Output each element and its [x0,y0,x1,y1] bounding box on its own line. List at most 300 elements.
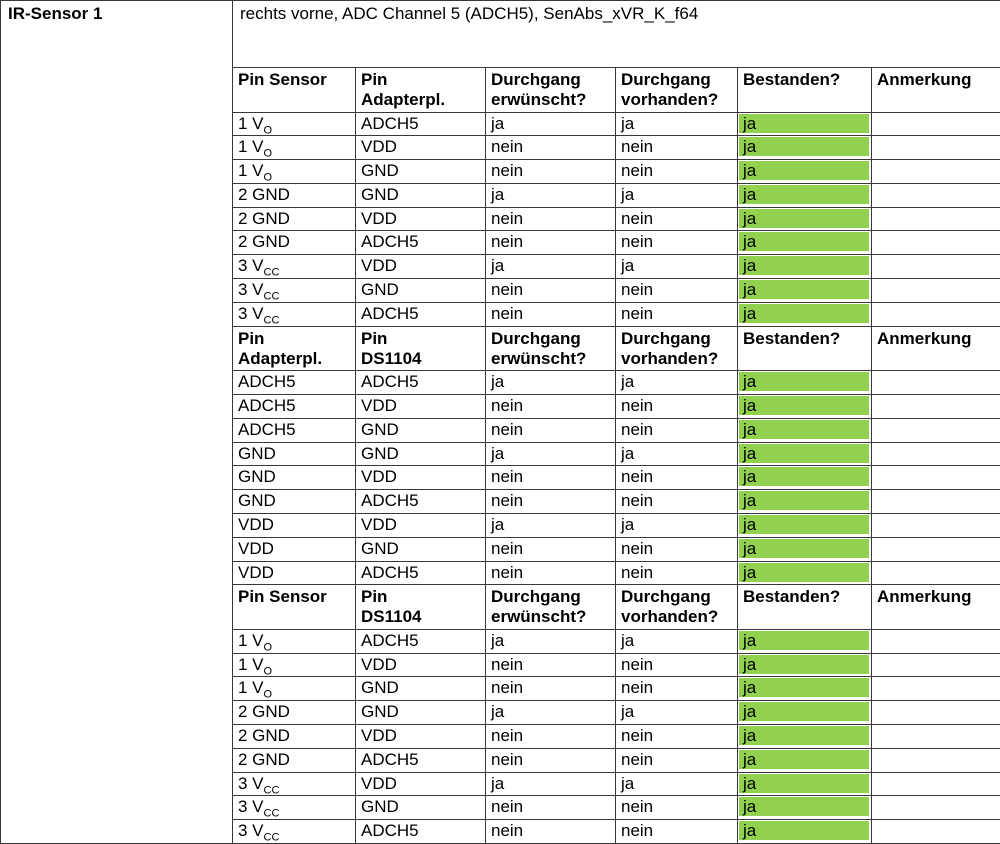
durchgang-vorhanden-cell[interactable]: nein [616,653,738,677]
pin-label: 3 V [238,256,264,275]
pin-label: 2 GND [238,750,290,769]
pass-highlight [739,631,869,650]
durchgang-erwuenscht-cell[interactable]: ja [486,629,616,653]
bestanden-cell[interactable] [738,371,872,395]
pin-left-cell[interactable] [233,442,356,466]
anmerkung-cell[interactable] [872,513,1000,537]
durchgang-erwuenscht-cell[interactable]: nein [486,394,616,418]
column-header-bestanden[interactable] [738,68,872,113]
pin-left-cell[interactable] [233,279,356,303]
pin-left-cell[interactable] [233,701,356,725]
durchgang-erwuenscht-cell[interactable]: nein [486,207,616,231]
pass-value: ja [743,539,756,558]
column-header-anmerkung[interactable] [872,326,1000,371]
durchgang-erwuenscht-cell[interactable]: ja [486,371,616,395]
durchgang-erwuenscht-cell[interactable]: nein [486,466,616,490]
pin-right-cell[interactable]: GND [356,701,486,725]
anmerkung-cell[interactable] [872,112,1000,136]
pin-right-cell[interactable]: ADCH5 [356,302,486,326]
pin-left-cell[interactable] [233,255,356,279]
durchgang-erwuenscht-cell[interactable]: ja [486,255,616,279]
column-header-durchgang-erwuenscht[interactable] [486,326,616,371]
anmerkung-cell[interactable] [872,653,1000,677]
durchgang-erwuenscht-cell[interactable]: nein [486,418,616,442]
durchgang-vorhanden-cell[interactable]: nein [616,160,738,184]
pass-value: ja [743,678,756,697]
pass-highlight [739,280,869,299]
bestanden-cell[interactable] [738,772,872,796]
column-header-anmerkung[interactable] [872,68,1000,113]
pin-label: GND [238,467,276,486]
bestanden-cell[interactable] [738,207,872,231]
pin-label: VDD [238,515,274,534]
column-header-line: Adapterpl. [361,90,483,110]
bestanden-cell[interactable] [738,279,872,303]
anmerkung-cell[interactable] [872,820,1000,844]
anmerkung-cell[interactable] [872,418,1000,442]
pass-highlight [739,726,869,745]
durchgang-erwuenscht-cell[interactable]: nein [486,677,616,701]
pin-label-subscript: O [264,641,273,653]
durchgang-vorhanden-cell[interactable]: ja [616,112,738,136]
anmerkung-cell[interactable] [872,490,1000,514]
pin-label: 1 V [238,678,264,697]
pass-highlight [739,304,869,323]
sensor-description: rechts vorne, ADC Channel 5 (ADCH5), SenAbs_xVR_K_f64 [240,4,698,23]
durchgang-erwuenscht-cell[interactable]: nein [486,136,616,160]
column-header-line: DS1104 [361,607,483,627]
pin-right-cell[interactable]: ADCH5 [356,561,486,585]
durchgang-erwuenscht-cell[interactable]: ja [486,442,616,466]
pin-right-cell[interactable]: VDD [356,513,486,537]
bestanden-cell[interactable] [738,561,872,585]
durchgang-vorhanden-cell[interactable]: nein [616,418,738,442]
pin-right-cell[interactable]: GND [356,677,486,701]
durchgang-erwuenscht-cell[interactable]: ja [486,772,616,796]
pin-label: 3 V [238,797,264,816]
column-header-line: erwünscht? [491,607,613,627]
pin-right-cell[interactable]: GND [356,537,486,561]
pass-highlight [739,563,869,582]
pin-right-cell[interactable]: ADCH5 [356,112,486,136]
pin-label-subscript: CC [264,808,280,820]
durchgang-vorhanden-cell[interactable]: nein [616,302,738,326]
pin-label-subscript: CC [264,784,280,796]
bestanden-cell[interactable] [738,701,872,725]
durchgang-vorhanden-cell[interactable]: nein [616,796,738,820]
pass-value: ja [743,491,756,510]
pass-highlight [739,185,869,204]
column-header-pin-right[interactable] [356,326,486,371]
pin-right-cell[interactable]: ADCH5 [356,490,486,514]
bestanden-cell[interactable] [738,255,872,279]
pin-label-subscript: O [264,124,273,136]
pin-label: 1 V [238,161,264,180]
bestanden-cell[interactable] [738,394,872,418]
pin-right-cell[interactable]: GND [356,160,486,184]
durchgang-erwuenscht-cell[interactable]: ja [486,513,616,537]
pin-right-cell[interactable]: VDD [356,725,486,749]
pass-highlight [739,678,869,697]
pass-highlight [739,655,869,674]
pin-left-cell[interactable] [233,302,356,326]
pass-highlight [739,396,869,415]
pass-value: ja [743,185,756,204]
pass-value: ja [743,280,756,299]
durchgang-vorhanden-cell[interactable]: nein [616,394,738,418]
durchgang-vorhanden-cell[interactable]: nein [616,820,738,844]
pin-left-cell[interactable] [233,112,356,136]
pin-right-cell[interactable]: VDD [356,394,486,418]
pin-left-cell[interactable] [233,796,356,820]
pin-left-cell[interactable] [233,772,356,796]
durchgang-erwuenscht-cell[interactable]: nein [486,490,616,514]
durchgang-vorhanden-cell[interactable]: nein [616,207,738,231]
pin-label-subscript: O [264,689,273,701]
durchgang-erwuenscht-cell[interactable]: nein [486,820,616,844]
pass-value: ja [743,444,756,463]
pass-highlight [739,491,869,510]
pass-value: ja [743,209,756,228]
durchgang-vorhanden-cell[interactable]: nein [616,537,738,561]
column-header-line: Durchgang [491,70,613,90]
column-header-durchgang-erwuenscht[interactable] [486,585,616,630]
pin-label: ADCH5 [238,372,296,391]
column-header-line: Pin [361,70,483,90]
bestanden-cell[interactable] [738,231,872,255]
bestanden-cell[interactable] [738,302,872,326]
durchgang-vorhanden-cell[interactable]: ja [616,255,738,279]
pass-value: ja [743,797,756,816]
pin-right-cell[interactable]: VDD [356,136,486,160]
pin-label-subscript: CC [264,290,280,302]
column-header-durchgang-erwuenscht[interactable] [486,68,616,113]
pin-right-cell[interactable]: VDD [356,207,486,231]
durchgang-vorhanden-cell[interactable]: nein [616,748,738,772]
pass-value: ja [743,161,756,180]
column-header-line: vorhanden? [621,90,735,110]
pin-label: 3 V [238,774,264,793]
durchgang-erwuenscht-cell[interactable]: nein [486,796,616,820]
column-header-pin-right[interactable] [356,68,486,113]
anmerkung-cell[interactable] [872,183,1000,207]
durchgang-erwuenscht-cell[interactable]: ja [486,701,616,725]
anmerkung-cell[interactable] [872,561,1000,585]
pin-left-cell[interactable] [233,466,356,490]
pin-label: GND [238,491,276,510]
column-header-line: Pin [361,587,483,607]
pin-left-cell[interactable] [233,490,356,514]
anmerkung-cell[interactable] [872,772,1000,796]
bestanden-cell[interactable] [738,112,872,136]
column-header-line: Pin [361,329,483,349]
durchgang-vorhanden-cell[interactable]: nein [616,279,738,303]
pass-highlight [739,539,869,558]
bestanden-cell[interactable] [738,653,872,677]
anmerkung-cell[interactable] [872,207,1000,231]
pin-label-subscript: O [264,665,273,677]
pass-highlight [739,467,869,486]
anmerkung-cell[interactable] [872,394,1000,418]
anmerkung-cell[interactable] [872,748,1000,772]
durchgang-erwuenscht-cell[interactable]: nein [486,231,616,255]
durchgang-erwuenscht-cell[interactable]: ja [486,183,616,207]
pass-highlight [739,161,869,180]
pass-value: ja [743,515,756,534]
durchgang-vorhanden-cell[interactable]: ja [616,513,738,537]
pin-label: 1 V [238,655,264,674]
pin-left-cell[interactable] [233,725,356,749]
pin-left-cell[interactable] [233,561,356,585]
column-header-bestanden[interactable] [738,585,872,630]
bestanden-cell[interactable] [738,513,872,537]
pin-label: 2 GND [238,726,290,745]
pin-left-cell[interactable] [233,231,356,255]
durchgang-erwuenscht-cell[interactable]: nein [486,561,616,585]
pin-label: 1 V [238,631,264,650]
bestanden-cell[interactable] [738,160,872,184]
sensor-label-cell[interactable] [1,1,233,844]
pin-label: 2 GND [238,702,290,721]
pin-left-cell[interactable] [233,207,356,231]
column-header-line: vorhanden? [621,607,735,627]
durchgang-vorhanden-cell[interactable]: nein [616,725,738,749]
pin-label: ADCH5 [238,396,296,415]
pass-value: ja [743,750,756,769]
pin-label: ADCH5 [238,420,296,439]
pin-left-cell[interactable] [233,394,356,418]
pass-value: ja [743,726,756,745]
column-header-line: Adapterpl. [238,349,353,369]
column-header-line: Bestanden? [743,587,869,607]
bestanden-cell[interactable] [738,442,872,466]
pass-value: ja [743,702,756,721]
sensor-description-cell[interactable] [233,1,1000,68]
durchgang-erwuenscht-cell[interactable]: nein [486,725,616,749]
column-header-pin-left[interactable] [233,326,356,371]
anmerkung-cell[interactable] [872,701,1000,725]
durchgang-erwuenscht-cell[interactable]: nein [486,748,616,772]
pin-label: 2 GND [238,232,290,251]
pin-left-cell[interactable] [233,537,356,561]
column-header-durchgang-vorhanden[interactable] [616,585,738,630]
anmerkung-cell[interactable] [872,677,1000,701]
pass-highlight [739,420,869,439]
pin-left-cell[interactable] [233,629,356,653]
pin-right-cell[interactable]: VDD [356,772,486,796]
column-header-line: Pin Sensor [238,70,353,90]
column-header-line: Pin [238,329,353,349]
pin-left-cell[interactable] [233,513,356,537]
pass-highlight [739,515,869,534]
pass-highlight [739,750,869,769]
pin-label: 3 V [238,280,264,299]
durchgang-vorhanden-cell[interactable]: ja [616,442,738,466]
pin-label: 3 V [238,304,264,323]
pin-label: 2 GND [238,185,290,204]
column-header-line: Durchgang [621,587,735,607]
durchgang-vorhanden-cell[interactable]: ja [616,772,738,796]
pin-left-cell[interactable] [233,677,356,701]
column-header-durchgang-vorhanden[interactable] [616,68,738,113]
pass-value: ja [743,467,756,486]
pin-right-cell[interactable]: GND [356,418,486,442]
anmerkung-cell[interactable] [872,537,1000,561]
bestanden-cell[interactable] [738,183,872,207]
column-header-pin-right[interactable] [356,585,486,630]
pin-label: 1 V [238,137,264,156]
pin-left-cell[interactable] [233,748,356,772]
pin-right-cell[interactable]: ADCH5 [356,748,486,772]
pin-right-cell[interactable]: ADCH5 [356,820,486,844]
durchgang-erwuenscht-cell[interactable]: ja [486,112,616,136]
pin-right-cell[interactable]: VDD [356,653,486,677]
pin-right-cell[interactable]: GND [356,796,486,820]
pin-label-subscript: CC [264,267,280,279]
durchgang-vorhanden-cell[interactable]: ja [616,183,738,207]
pin-left-cell[interactable] [233,136,356,160]
pin-left-cell[interactable] [233,418,356,442]
column-header-line: Durchgang [621,70,735,90]
pin-right-cell[interactable]: ADCH5 [356,231,486,255]
bestanden-cell[interactable] [738,796,872,820]
pass-highlight [739,232,869,251]
column-header-line: Anmerkung [877,587,998,607]
column-header-line: DS1104 [361,349,483,369]
durchgang-erwuenscht-cell[interactable]: nein [486,279,616,303]
column-header-line: Durchgang [491,587,613,607]
pass-value: ja [743,563,756,582]
pass-value: ja [743,232,756,251]
bestanden-cell[interactable] [738,820,872,844]
pin-label-subscript: O [264,171,273,183]
pass-highlight [739,209,869,228]
pin-label: 3 V [238,821,264,840]
column-header-durchgang-vorhanden[interactable] [616,326,738,371]
pass-value: ja [743,655,756,674]
pass-value: ja [743,114,756,133]
pin-label-subscript: O [264,148,273,160]
pass-highlight [739,372,869,391]
pass-value: ja [743,372,756,391]
durchgang-vorhanden-cell[interactable]: nein [616,490,738,514]
pin-right-cell[interactable]: ADCH5 [356,371,486,395]
durchgang-erwuenscht-cell[interactable]: nein [486,653,616,677]
durchgang-erwuenscht-cell[interactable]: nein [486,160,616,184]
durchgang-vorhanden-cell[interactable]: ja [616,371,738,395]
bestanden-cell[interactable] [738,748,872,772]
anmerkung-cell[interactable] [872,255,1000,279]
pass-value: ja [743,304,756,323]
pin-label-subscript: CC [264,832,280,844]
column-header-pin-left[interactable] [233,68,356,113]
pass-highlight [739,797,869,816]
bestanden-cell[interactable] [738,136,872,160]
pass-value: ja [743,631,756,650]
anmerkung-cell[interactable] [872,629,1000,653]
column-header-line: Durchgang [621,329,735,349]
durchgang-vorhanden-cell[interactable]: nein [616,677,738,701]
pass-highlight [739,821,869,840]
durchgang-erwuenscht-cell[interactable]: nein [486,537,616,561]
column-header-line: Bestanden? [743,70,869,90]
anmerkung-cell[interactable] [872,136,1000,160]
pin-left-cell[interactable] [233,160,356,184]
durchgang-vorhanden-cell[interactable]: nein [616,466,738,490]
pin-left-cell[interactable] [233,653,356,677]
pass-highlight [739,256,869,275]
anmerkung-cell[interactable] [872,231,1000,255]
pass-value: ja [743,821,756,840]
column-header-anmerkung[interactable] [872,585,1000,630]
durchgang-vorhanden-cell[interactable]: ja [616,629,738,653]
anmerkung-cell[interactable] [872,371,1000,395]
durchgang-vorhanden-cell[interactable]: nein [616,561,738,585]
anmerkung-cell[interactable] [872,796,1000,820]
durchgang-vorhanden-cell[interactable]: nein [616,136,738,160]
pin-label: GND [238,444,276,463]
column-header-line: Anmerkung [877,329,998,349]
anmerkung-cell[interactable] [872,442,1000,466]
pass-highlight [739,702,869,721]
bestanden-cell[interactable] [738,490,872,514]
pin-right-cell[interactable]: VDD [356,255,486,279]
column-header-line: vorhanden? [621,349,735,369]
column-header-line: Anmerkung [877,70,998,90]
bestanden-cell[interactable] [738,418,872,442]
bestanden-cell[interactable] [738,466,872,490]
pass-value: ja [743,774,756,793]
pin-right-cell[interactable]: VDD [356,466,486,490]
pass-highlight [739,137,869,156]
column-header-line: Bestanden? [743,329,869,349]
column-header-line: Durchgang [491,329,613,349]
anmerkung-cell[interactable] [872,725,1000,749]
anmerkung-cell[interactable] [872,302,1000,326]
pass-value: ja [743,420,756,439]
anmerkung-cell[interactable] [872,466,1000,490]
anmerkung-cell[interactable] [872,160,1000,184]
pass-highlight [739,444,869,463]
pass-value: ja [743,256,756,275]
pin-label: 1 V [238,114,264,133]
bestanden-cell[interactable] [738,629,872,653]
bestanden-cell[interactable] [738,537,872,561]
durchgang-vorhanden-cell[interactable]: nein [616,231,738,255]
pin-right-cell[interactable]: ADCH5 [356,629,486,653]
sensor-label: IR-Sensor 1 [8,4,228,24]
durchgang-erwuenscht-cell[interactable]: nein [486,302,616,326]
pin-right-cell[interactable]: GND [356,442,486,466]
bestanden-cell[interactable] [738,725,872,749]
anmerkung-cell[interactable] [872,279,1000,303]
pass-highlight [739,114,869,133]
pin-label: VDD [238,539,274,558]
pin-left-cell[interactable] [233,183,356,207]
pin-label: VDD [238,563,274,582]
pin-left-cell[interactable] [233,820,356,844]
pass-value: ja [743,396,756,415]
pass-value: ja [743,137,756,156]
column-header-pin-left[interactable] [233,585,356,630]
pin-right-cell[interactable]: GND [356,279,486,303]
column-header-bestanden[interactable] [738,326,872,371]
pin-right-cell[interactable]: GND [356,183,486,207]
durchgang-vorhanden-cell[interactable]: ja [616,701,738,725]
bestanden-cell[interactable] [738,677,872,701]
column-header-line: Pin Sensor [238,587,353,607]
pin-left-cell[interactable] [233,371,356,395]
